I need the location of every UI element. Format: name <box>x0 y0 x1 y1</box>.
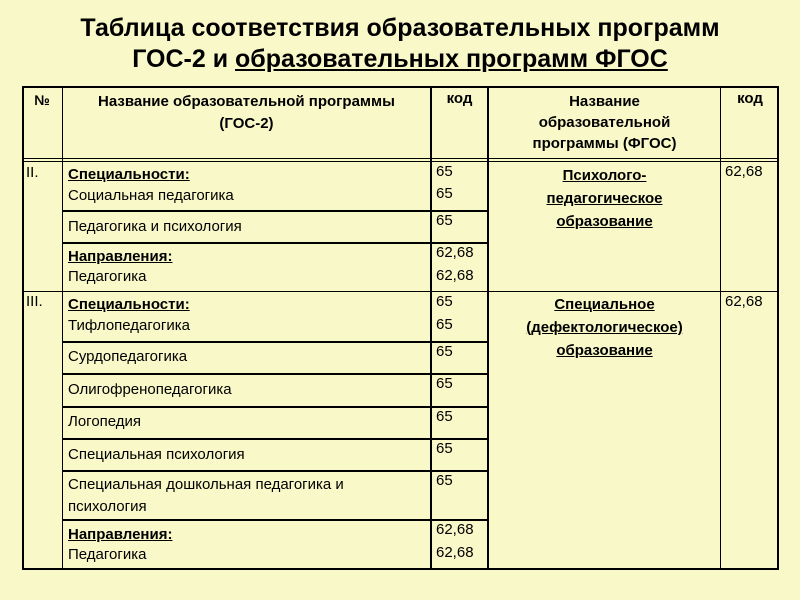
program-name: Педагогика <box>68 546 147 563</box>
program-code: 62,68 <box>436 521 474 538</box>
program-code: 65 <box>436 316 453 333</box>
program-name: Социальная педагогика <box>68 187 234 204</box>
fgos-program-name-line-3: образование <box>556 213 653 230</box>
header-program-name-fgos <box>489 91 720 154</box>
header-program-name-gos-line-1: Название образовательной программы <box>98 93 395 110</box>
fgos-program-code: 62,68 <box>725 163 763 180</box>
program-code: 65 <box>436 472 453 489</box>
group-divider <box>22 291 779 292</box>
title-line-1: Таблица соответствия образовательных программ <box>80 14 720 42</box>
program-code: 65 <box>436 343 453 360</box>
header-program-name-fgos-line-3: программы (ФГОС) <box>532 135 677 152</box>
header-number: № <box>34 92 50 108</box>
group-number: II. <box>26 164 39 181</box>
program-name: Сурдопедагогика <box>68 348 188 365</box>
row-divider <box>62 373 489 375</box>
program-name: Педагогика <box>68 268 147 285</box>
program-code: 65 <box>436 293 453 310</box>
program-code: 62,68 <box>436 244 474 261</box>
header-divider <box>22 161 779 162</box>
fgos-program-name-line-2: педагогическое <box>546 190 663 207</box>
row-divider <box>62 519 489 521</box>
fgos-program-name-line-3: образование <box>556 342 653 359</box>
fgos-program-name-line-2: (дефектологическое) <box>526 319 683 336</box>
row-divider <box>62 470 489 472</box>
header-code-gos: код <box>446 90 473 107</box>
title-line-2-part-1: ГОС-2 и <box>132 45 236 73</box>
row-divider <box>62 210 489 212</box>
program-code: 65 <box>436 185 453 202</box>
fgos-program-name <box>489 293 720 362</box>
program-name: Педагогика и психология <box>68 218 242 235</box>
program-name: Специальная дошкольная педагогика и <box>68 476 344 493</box>
program-code: 62,68 <box>436 544 474 561</box>
section-label-specialties: Специальности: <box>68 166 190 183</box>
header-program-name-gos <box>63 91 430 135</box>
program-code: 65 <box>436 408 453 425</box>
fgos-program-name <box>489 164 720 233</box>
program-name: Специальная психология <box>68 446 245 463</box>
section-label-directions: Направления: <box>68 248 173 265</box>
program-name: Тифлопедагогика <box>68 317 190 334</box>
row-divider <box>62 406 489 408</box>
header-program-name-fgos-line-2: образовательной <box>538 114 671 131</box>
header-code-fgos: код <box>737 90 763 107</box>
fgos-program-name-line-1: Психолого- <box>562 167 647 184</box>
title-line-2-part-2: образовательных программ ФГОС <box>235 45 668 73</box>
program-name: Олигофренопедагогика <box>68 381 232 398</box>
header-divider <box>22 158 779 159</box>
row-divider <box>62 341 489 343</box>
program-name: Логопедия <box>68 413 142 430</box>
section-label-specialties: Специальности: <box>68 296 190 313</box>
title-line-2 <box>0 44 800 75</box>
program-code: 65 <box>436 212 453 229</box>
row-divider <box>62 438 489 440</box>
row-divider <box>62 242 489 244</box>
correspondence-table <box>22 86 779 570</box>
fgos-program-name-line-1: Специальное <box>554 296 655 313</box>
header-program-name-fgos-line-1: Название <box>569 93 640 110</box>
program-name-continued: психология <box>68 498 147 515</box>
group-number: III. <box>26 293 43 310</box>
program-code: 62,68 <box>436 267 474 284</box>
fgos-program-code: 62,68 <box>725 293 763 310</box>
program-code: 65 <box>436 375 453 392</box>
header-program-name-gos-line-2: (ГОС-2) <box>219 115 274 132</box>
slide-title <box>0 13 800 75</box>
program-code: 65 <box>436 440 453 457</box>
program-code: 65 <box>436 163 453 180</box>
section-label-directions: Направления: <box>68 526 173 543</box>
